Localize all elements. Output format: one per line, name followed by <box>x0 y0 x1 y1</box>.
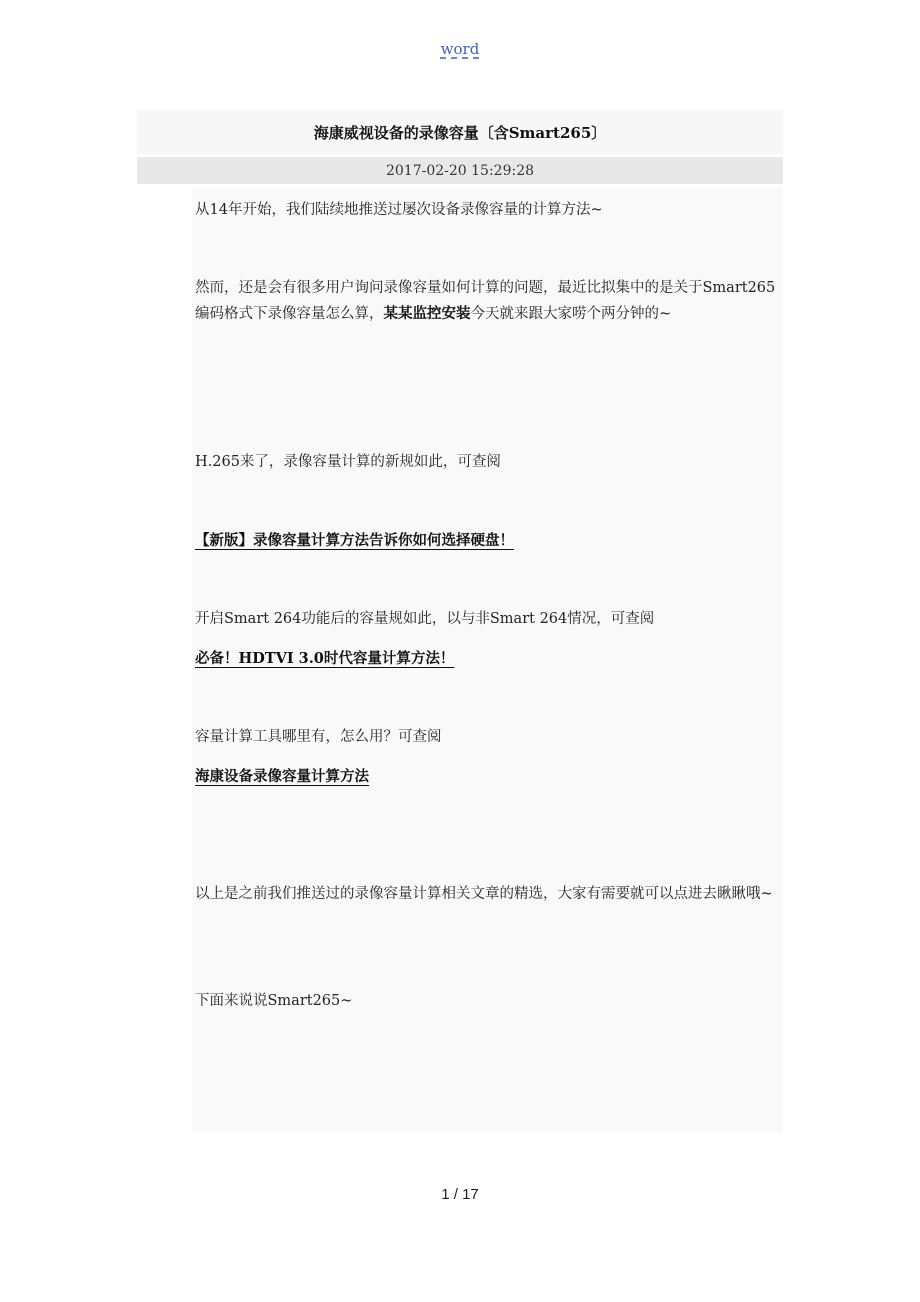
link-hdtvi-wrap <box>195 646 783 672</box>
paragraph-summary: 以上是之前我们推送过的录像容量计算相关文章的精选，大家有需要就可以点进去瞅瞅哦~ <box>195 886 773 902</box>
article-title: 海康威视设备的录像容量〔含Smart265〕 <box>137 110 783 154</box>
company-name: 某某监控安装 <box>383 305 471 322</box>
paragraph-tool: 容量计算工具哪里有，怎么用？可查阅 <box>195 729 442 745</box>
link-hdtvi[interactable]: 必备！HDTVI 3.0时代容量计算方法！ <box>195 650 455 667</box>
paragraph-smart265: 下面来说说Smart265~ <box>195 993 353 1009</box>
header-word-link[interactable] <box>0 40 920 58</box>
article-body <box>192 188 783 1132</box>
page-number: 1 / 17 <box>441 1186 479 1203</box>
link-capacity-method-wrap <box>195 764 783 790</box>
paragraph-h265: H.265来了，录像容量计算的新规如此，可查阅 <box>195 454 501 470</box>
paragraph-question-tail: 今天就来跟大家唠个两分钟的~ <box>470 306 672 322</box>
paragraph-question <box>195 275 783 327</box>
article-date: 2017-02-20 15:29:28 <box>137 157 783 184</box>
header-word-text[interactable]: word <box>440 40 480 58</box>
paragraph-intro: 从14年开始，我们陆续地推送过屡次设备录像容量的计算方法~ <box>195 202 603 218</box>
link-new-version-wrap <box>195 528 783 554</box>
paragraph-smart264: 开启Smart 264功能后的容量规如此，以与非Smart 264情况，可查阅 <box>195 611 655 627</box>
link-capacity-method[interactable]: 海康设备录像容量计算方法 <box>195 768 369 785</box>
paragraph-question-text: 然而，还是会有很多用户询问录像容量如何计算的问题，最近比拟集中的是关于Smart265编码格式下录像容量怎么算， <box>195 280 776 322</box>
link-new-version[interactable]: 【新版】录像容量计算方法告诉你如何选择硬盘！ <box>195 532 514 549</box>
